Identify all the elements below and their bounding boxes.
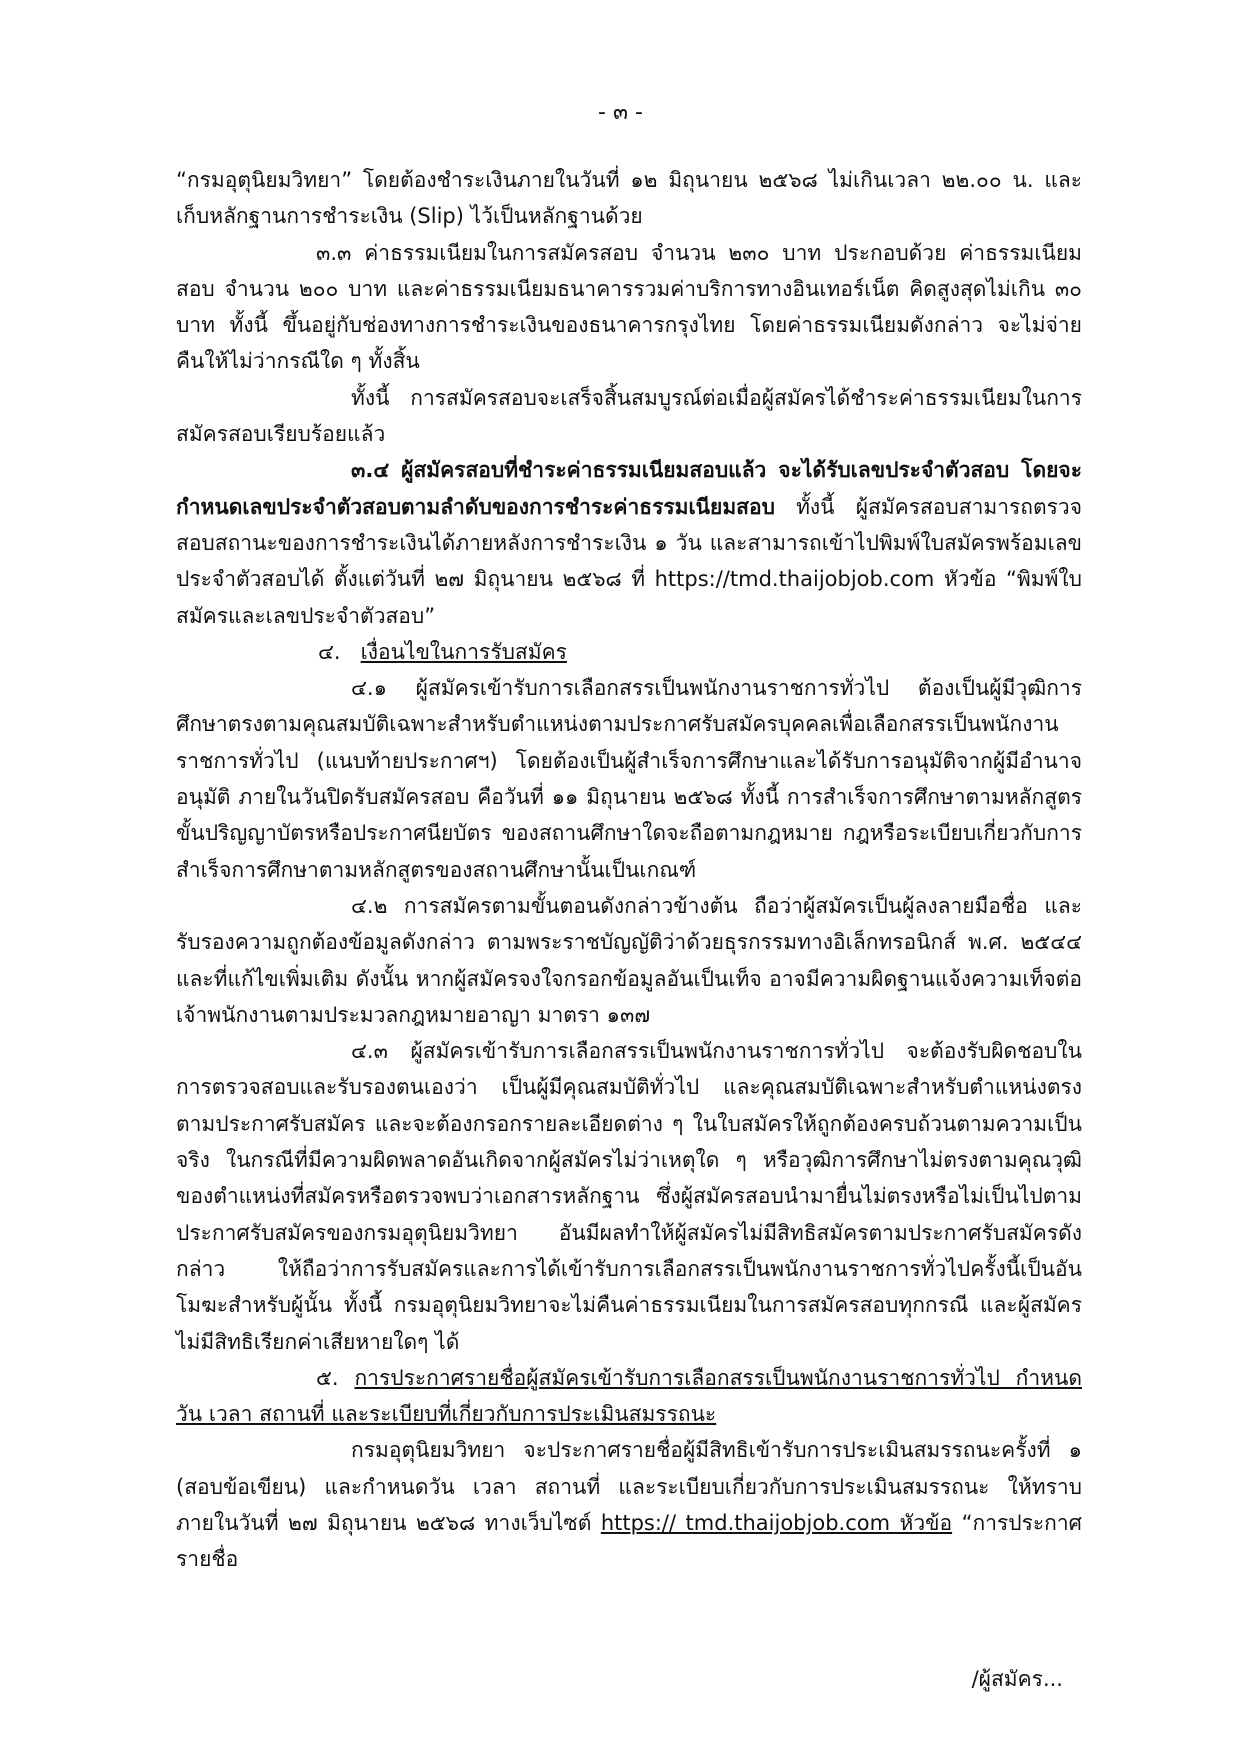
paragraph-application-complete: ทั้งนี้ การสมัครสอบจะเสร็จสิ้นสมบูรณ์ต่อเมื่อผู้สมัครได้ชำระค่าธรรมเนียมในการสมัครสอบเรียบร้อยแล้ว xyxy=(176,385,1082,447)
paragraph-4-3-responsibility: ๔.๓ ผู้สมัครเข้ารับการเลือกสรรเป็นพนักงานราชการทั่วไป จะต้องรับผิดชอบในการตรวจสอบและรับรองตนเองว่า เป็นผู้มีคุณสมบัติทั่วไป และคุณสมบัติเฉพาะสำหรับตำแหน่งตรงตามประกาศรับสมัคร และจะต้องกรอกรายละเอียดต่าง ๆ ในใบสมัครให้ถูกต้องครบถ้วนตามความเป็นจริง ในกรณีที่มีความผิดพลาดอันเกิดจากผู้สมัครไม่ว่าเหตุใด ๆ หรือวุฒิการศึกษาไม่ตรงตามคุณวุฒิของตำแหน่งที่สมัครหรือตรวจพบว่าเอกสารหลักฐาน ซึ่งผู้สมัครสอบนำมายื่นไม่ตรงหรือไม่เป็นไปตามประกาศรับสมัครของกรมอุตุนิยมวิทยา อันมีผลทำให้ผู้สมัครไม่มีสิทธิสมัครตามประกาศรับสมัครดังกล่าว ให้ถือว่าการรับสมัครและการได้เข้ารับการเลือกสรรเป็นพนักงานราชการทั่วไปครั้งนี้เป็นอันโมฆะสำหรับผู้นั้น ทั้งนี้ กรมอุตุนิยมวิทยาจะไม่คืนค่าธรรมเนียมในการสมัครสอบทุกกรณี และผู้สมัครไม่มีสิทธิเรียกค่าเสียหายใดๆ ได้ xyxy=(176,1039,1082,1354)
paragraph-3-4-text: ทั้งนี้ ผู้สมัครสอบสามารถตรวจสอบสถานะของการชำระเงินได้ภายหลังการชำระเงิน ๑ วัน และสามารถเข้าไปพิมพ์ใบสมัครพร้อมเลขประจำตัวสอบได้ ตั้งแต่วันที่ ๒๗ มิถุนายน ๒๕๖๘ ที่ https://tmd.thaijobjob.com หัวข้อ “พิมพ์ใบสมัครและเลขประจำตัวสอบ” xyxy=(176,494,1082,628)
paragraph-4-1-qualifications: ๔.๑ ผู้สมัครเข้ารับการเลือกสรรเป็นพนักงานราชการทั่วไป ต้องเป็นผู้มีวุฒิการศึกษาตรงตามคุณสมบัติเฉพาะสำหรับตำแหน่งตามประกาศรับสมัครบุคคลเพื่อเลือกสรรเป็นพนักงานราชการทั่วไป (แนบท้ายประกาศฯ) โดยต้องเป็นผู้สำเร็จการศึกษาและได้รับการอนุมัติจากผู้มีอำนาจอนุมัติ ภายในวันปิดรับสมัครสอบ คือวันที่ ๑๑ มิถุนายน ๒๕๖๘ ทั้งนี้ การสำเร็จการศึกษาตามหลักสูตรขั้นปริญญาบัตรหรือประกาศนียบัตร ของสถานศึกษาใดจะถือตามกฎหมาย กฎหรือระเบียบเกี่ยวกับการสำเร็จการศึกษาตามหลักสูตรของสถานศึกษานั้นเป็นเกณฑ์ xyxy=(176,676,1082,882)
paragraph-3-3-application-fee: ๓.๓ ค่าธรรมเนียมในการสมัครสอบ จำนวน ๒๓๐ บาท ประกอบด้วย ค่าธรรมเนียมสอบ จำนวน ๒๐๐ บาท และค่าธรรมเนียมธนาคารรวมค่าบริการทางอินเทอร์เน็ต คิดสูงสุดไม่เกิน ๓๐ บาท ทั้งนี้ ขึ้นอยู่กับช่องทางการชำระเงินของธนาคารกรุงไทย โดยค่าธรรมเนียมดังกล่าว จะไม่จ่ายคืนให้ไม่ว่ากรณีใด ๆ ทั้งสิ้น xyxy=(176,240,1082,374)
section-5-number: ๕. xyxy=(316,1365,339,1390)
paragraph-3-4-exam-number xyxy=(176,452,1082,633)
continuation-marker: /ผู้สมัคร... xyxy=(971,1667,1063,1691)
section-4-heading xyxy=(176,634,1082,670)
section-5-heading xyxy=(176,1360,1082,1433)
paragraph-5-announcement xyxy=(176,1432,1082,1577)
page-number: - ๓ - xyxy=(598,100,643,125)
section-4-number: ๔. xyxy=(318,639,341,664)
section-4-title: เงื่อนไขในการรับสมัคร xyxy=(360,639,567,664)
website-link[interactable]: https:// tmd.thaijobjob.com หัวข้อ xyxy=(600,1510,953,1535)
paragraph-3-4-bold-text: ๓.๔ ผู้สมัครสอบที่ชำระค่าธรรมเนียมสอบแล้ว จะได้รับเลขประจำตัวสอบ โดยจะกำหนดเลขประจำตัวสอบตามลำดับของการชำระค่าธรรมเนียมสอบ xyxy=(176,458,1082,519)
paragraph-4-2-signature: ๔.๒ การสมัครตามขั้นตอนดังกล่าวข้างต้น ถือว่าผู้สมัครเป็นผู้ลงลายมือชื่อ และรับรองความถูกต้องข้อมูลดังกล่าว ตามพระราชบัญญัติว่าด้วยธุรกรรมทางอิเล็กทรอนิกส์ พ.ศ. ๒๕๔๔ และที่แก้ไขเพิ่มเติม ดังนั้น หากผู้สมัครจงใจกรอกข้อมูลอันเป็นเท็จ อาจมีความผิดฐานแจ้งความเท็จต่อเจ้าพนักงานตามประมวลกฎหมายอาญา มาตรา ๑๓๗ xyxy=(176,893,1082,1027)
document-body xyxy=(176,162,1082,1578)
paragraph-payment-deadline: “กรมอุตุนิยมวิทยา” โดยต้องชำระเงินภายในวันที่ ๑๒ มิถุนายน ๒๕๖๘ ไม่เกินเวลา ๒๒.๐๐ น. และเก็บหลักฐานการชำระเงิน (Slip) ไว้เป็นหลักฐานด้วย xyxy=(176,168,1082,229)
paragraph-5-tail: “การประกาศรายชื่อ xyxy=(176,1510,1082,1572)
section-5-title: การประกาศรายชื่อผู้สมัครเข้ารับการเลือกสรรเป็นพนักงานราชการทั่วไป กำหนดวัน เวลา สถานที่ และระเบียบที่เกี่ยวกับการประเมินสมรรถนะ xyxy=(176,1365,1082,1427)
paragraph-5-text: กรมอุตุนิยมวิทยา จะประกาศรายชื่อผู้มีสิทธิเข้ารับการประเมินสมรรถนะครั้งที่ ๑ (สอบข้อเขียน) และกำหนดวัน เวลา สถานที่ และระเบียบเกี่ยวกับการประเมินสมรรถนะ ให้ทราบภายในวันที่ ๒๗ มิถุนายน ๒๕๖๘ ทางเว็บไซต์ xyxy=(176,1438,1082,1535)
